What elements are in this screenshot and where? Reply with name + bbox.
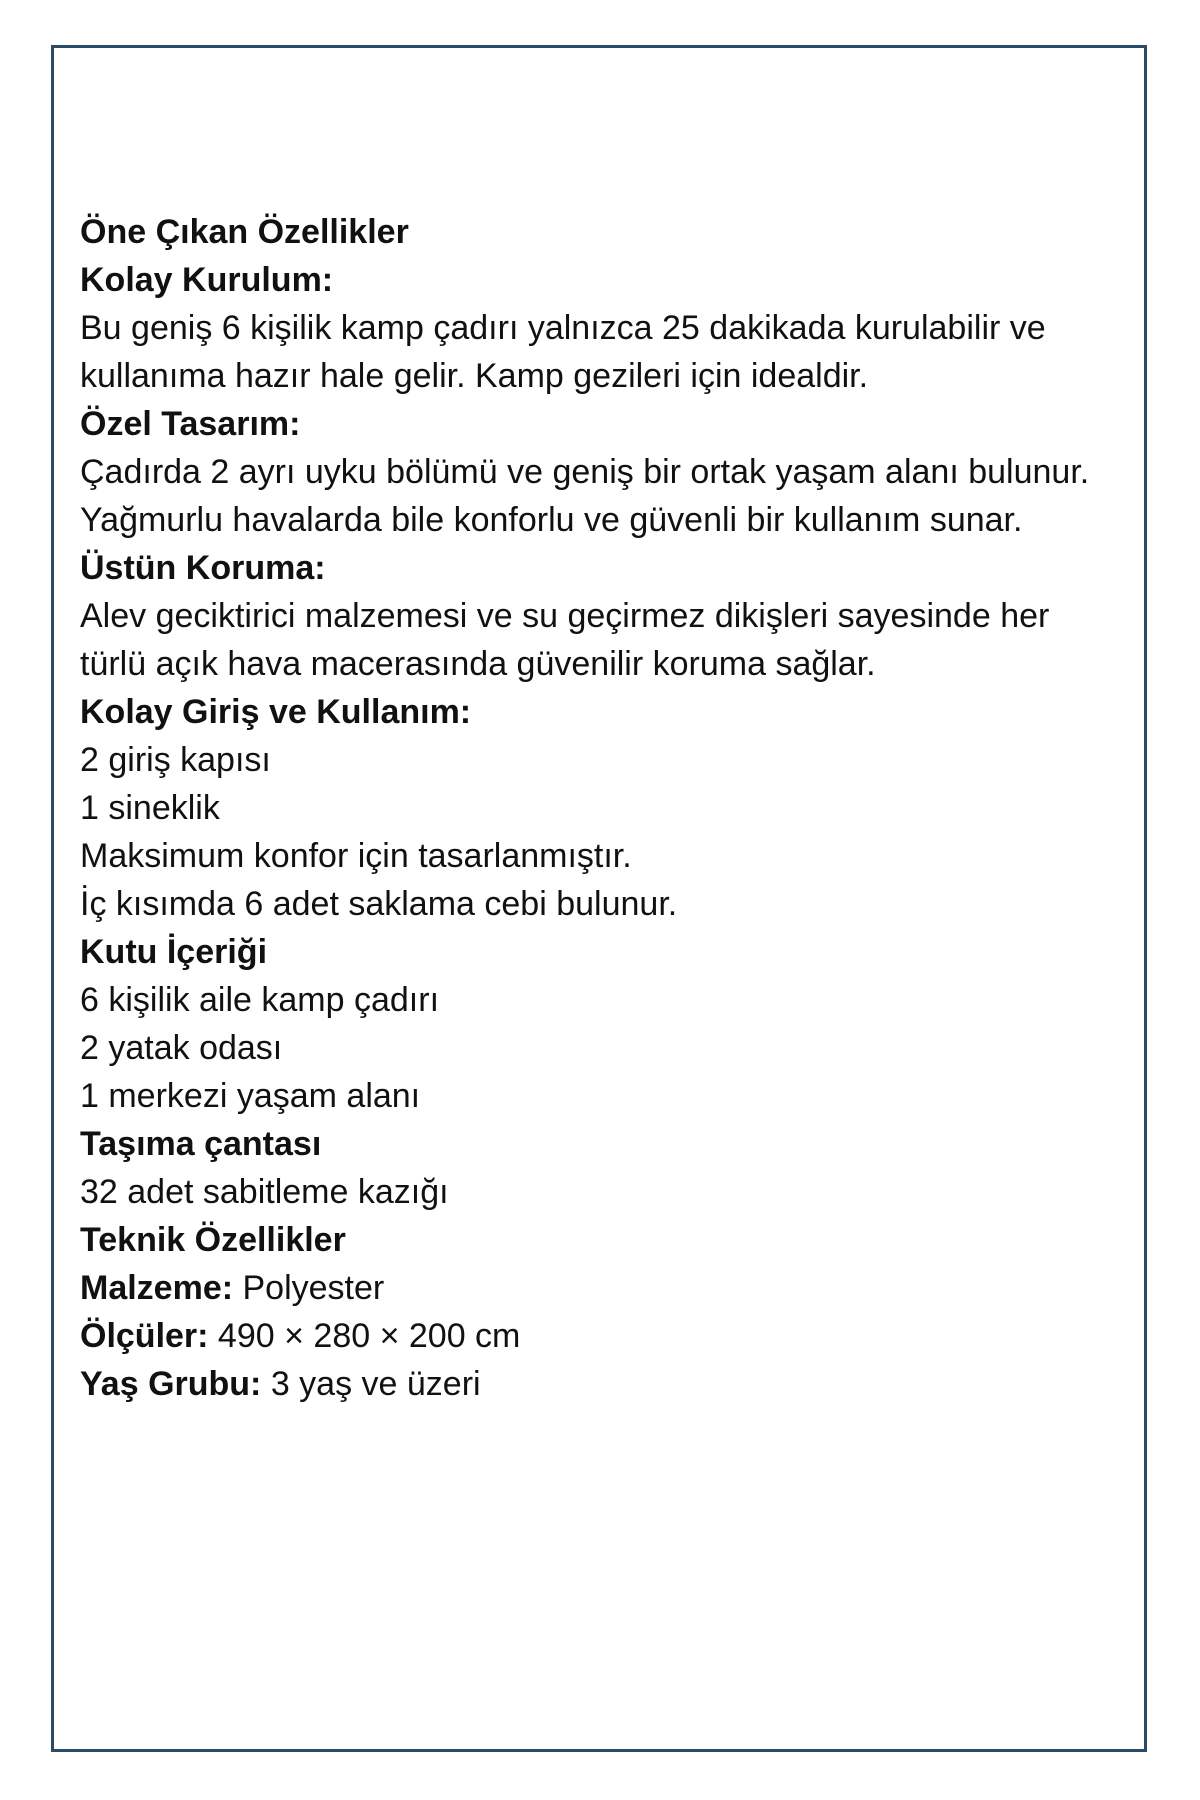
box-contents-item: 2 yatak odası (80, 1029, 283, 1067)
easy-setup-heading: Kolay Kurulum: (80, 261, 334, 299)
box-contents-item: 1 merkezi yaşam alanı (80, 1077, 421, 1115)
easy-entry-item: 1 sineklik (80, 789, 220, 827)
carry-bag-heading: Taşıma çantası (80, 1125, 322, 1163)
material-spec (80, 1264, 1120, 1312)
superior-protection-text: Alev geciktirici malzemesi ve su geçirmez dikişleri sayesinde her türlü açık hava macerasında güvenilir koruma sağlar. (80, 597, 1050, 683)
age-group-value: 3 yaş ve üzeri (261, 1365, 481, 1403)
dimensions-label: Ölçüler: (80, 1317, 209, 1355)
box-contents-heading: Kutu İçeriği (80, 933, 268, 971)
special-design-heading: Özel Tasarım: (80, 405, 301, 443)
product-features-document (80, 208, 1120, 1408)
dimensions-value: 490 × 280 × 200 cm (208, 1317, 521, 1355)
dimensions-spec (80, 1312, 1120, 1360)
superior-protection-heading: Üstün Koruma: (80, 549, 326, 587)
easy-entry-item: 2 giriş kapısı (80, 741, 271, 779)
easy-setup-text: Bu geniş 6 kişilik kamp çadırı yalnızca 25 dakikada kurulabilir ve kullanıma hazır hale gelir. Kamp gezileri için idealdir. (80, 309, 1046, 395)
easy-entry-item: Maksimum konfor için tasarlanmıştır. (80, 837, 632, 875)
material-value: Polyester (233, 1269, 385, 1307)
material-label: Malzeme: (80, 1269, 234, 1307)
easy-entry-heading: Kolay Giriş ve Kullanım: (80, 693, 472, 731)
age-group-label: Yaş Grubu: (80, 1365, 262, 1403)
highlights-title: Öne Çıkan Özellikler (80, 213, 409, 251)
carry-bag-item: 32 adet sabitleme kazığı (80, 1173, 449, 1211)
special-design-text: Çadırda 2 ayrı uyku bölümü ve geniş bir ortak yaşam alanı bulunur. Yağmurlu havalarda bile konforlu ve güvenli bir kullanım sunar. (80, 453, 1090, 539)
age-group-spec (80, 1360, 1120, 1408)
technical-heading: Teknik Özellikler (80, 1221, 346, 1259)
easy-entry-item: İç kısımda 6 adet saklama cebi bulunur. (80, 885, 678, 923)
box-contents-item: 6 kişilik aile kamp çadırı (80, 981, 440, 1019)
